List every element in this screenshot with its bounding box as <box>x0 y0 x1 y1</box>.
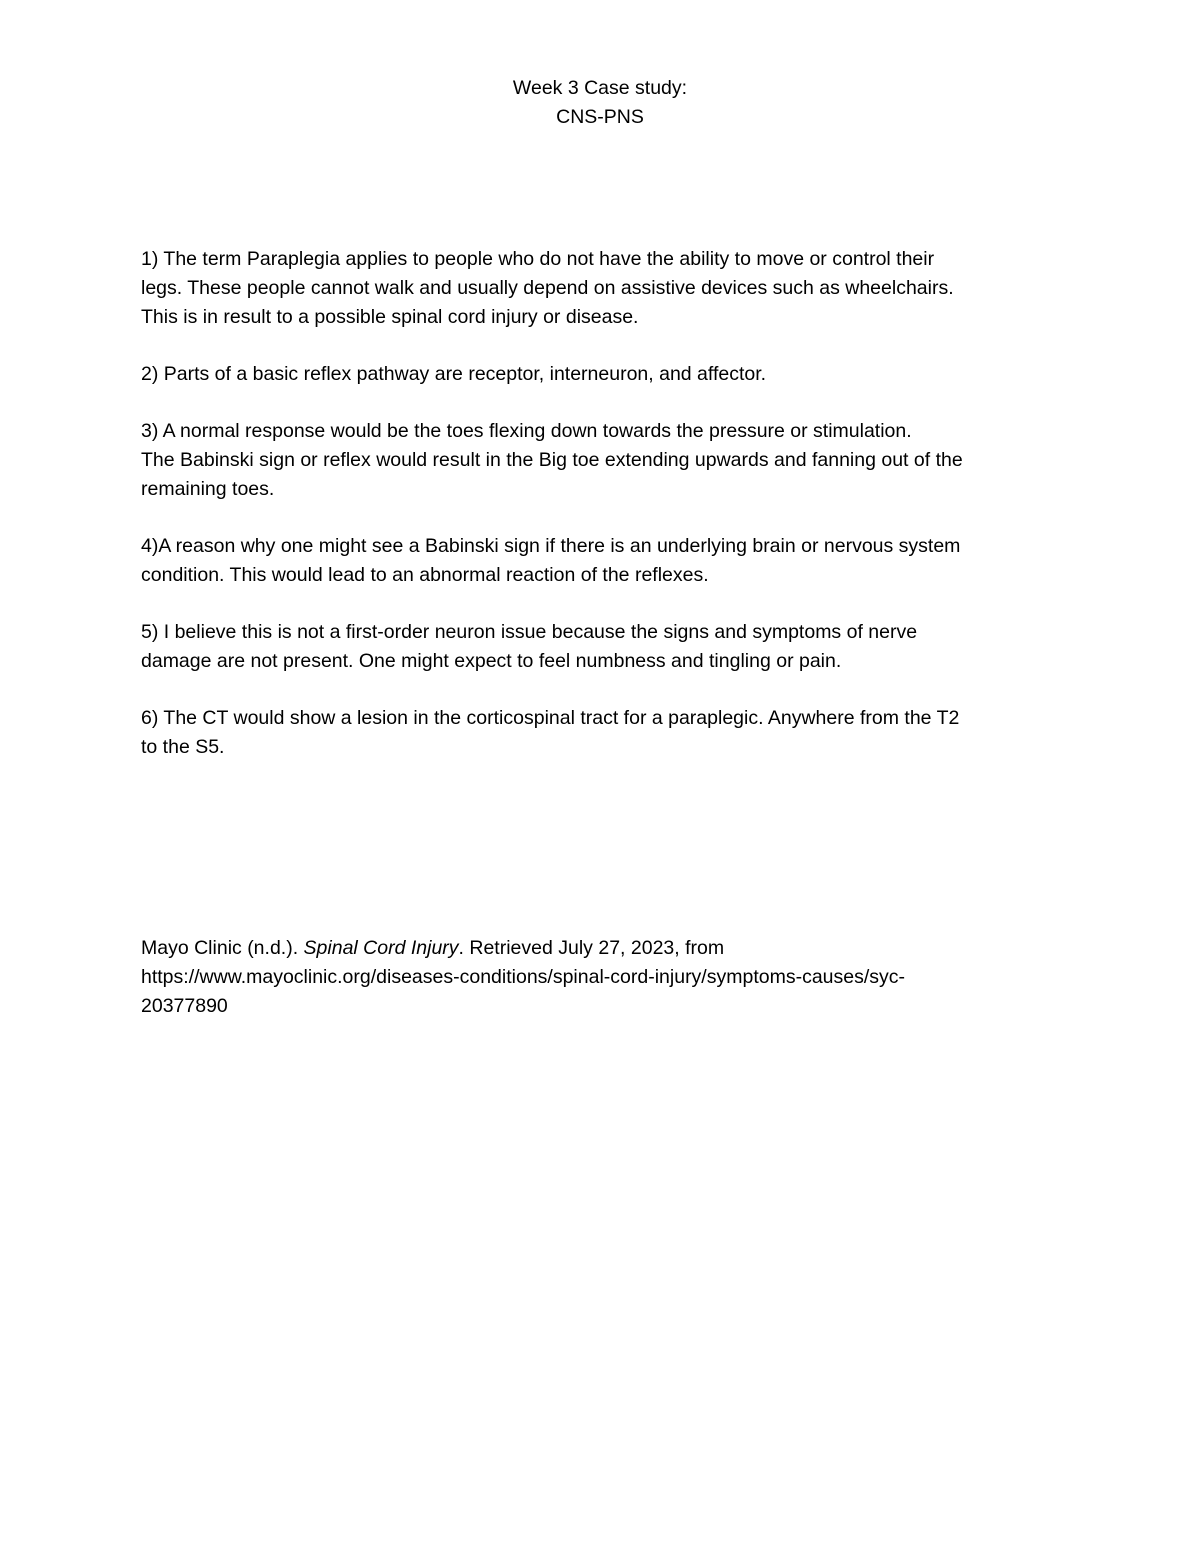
answer-4 <box>141 532 1071 590</box>
answer-line: 2) Parts of a basic reflex pathway are receptor, interneuron, and affector. <box>141 363 767 385</box>
document-header <box>0 74 1200 132</box>
answer-line: 3) A normal response would be the toes flexing down towards the pressure or stimulation. <box>141 420 912 442</box>
answer-2 <box>141 360 1071 389</box>
citation-retrieved: . Retrieved July 27, 2023, from <box>458 937 725 959</box>
document-title: Week 3 Case study: <box>512 77 688 99</box>
answer-line: This is in result to a possible spinal cord injury or disease. <box>141 306 639 328</box>
citation-url-continued: 20377890 <box>141 995 228 1017</box>
answer-line: to the S5. <box>141 736 225 758</box>
answer-line: The Babinski sign or reflex would result in the Big toe extending upwards and fanning out of the <box>141 449 963 471</box>
answer-line: 5) I believe this is not a first-order neuron issue because the signs and symptoms of nerve <box>141 621 918 643</box>
answer-6 <box>141 704 1071 762</box>
citation-line-1 <box>141 934 1071 963</box>
answers-section <box>141 245 1071 790</box>
answer-line: damage are not present. One might expect to feel numbness and tingling or pain. <box>141 650 842 672</box>
citation-author: Mayo Clinic (n.d.). <box>141 937 304 959</box>
answer-5 <box>141 618 1071 676</box>
answer-line: 6) The CT would show a lesion in the corticospinal tract for a paraplegic. Anywhere from the T2 <box>141 707 960 729</box>
citation-title: Spinal Cord Injury <box>303 937 459 959</box>
answer-1 <box>141 245 1071 332</box>
document-subtitle: CNS-PNS <box>556 106 644 128</box>
reference-citation <box>141 934 1071 1021</box>
answer-line: remaining toes. <box>141 478 275 500</box>
answer-3 <box>141 417 1071 504</box>
answer-line: 1) The term Paraplegia applies to people who do not have the ability to move or control their <box>141 248 935 270</box>
citation-url: https://www.mayoclinic.org/diseases-conditions/spinal-cord-injury/symptoms-causes/syc- <box>141 966 906 988</box>
answer-line: legs. These people cannot walk and usually depend on assistive devices such as wheelchairs. <box>141 277 954 299</box>
answer-line: condition. This would lead to an abnormal reaction of the reflexes. <box>141 564 709 586</box>
answer-line: 4)A reason why one might see a Babinski sign if there is an underlying brain or nervous system <box>141 535 961 557</box>
